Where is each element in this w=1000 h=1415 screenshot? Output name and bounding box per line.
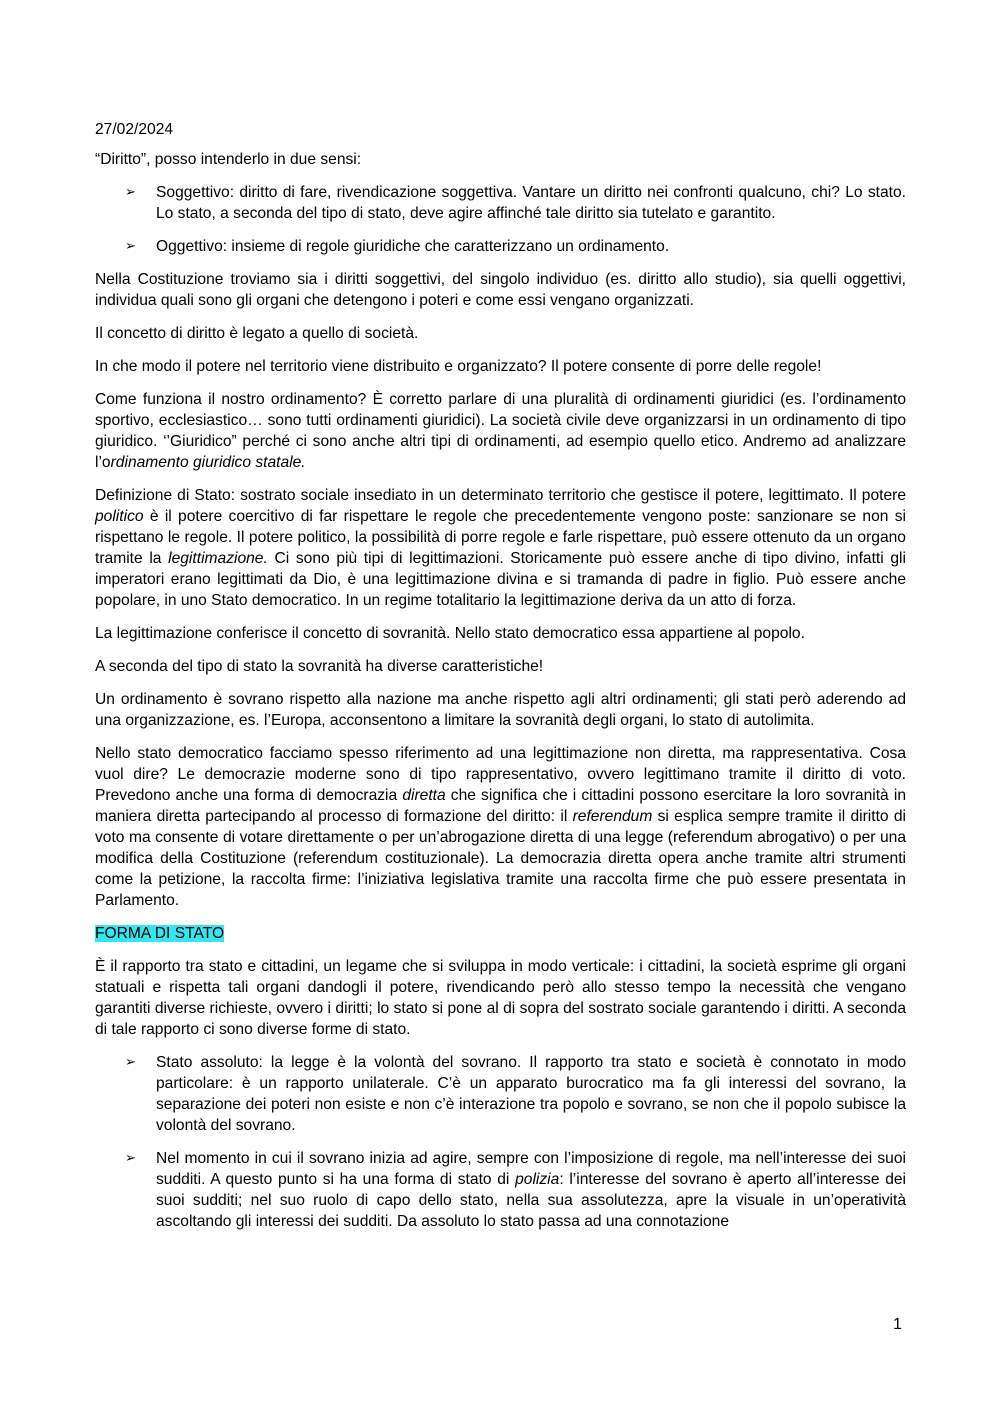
- bullet-item-oggettivo: [95, 236, 906, 257]
- text-run: Definizione di Stato: sostrato sociale insediato in un determinato territorio che gestisce il potere, legittimato. Il potere: [95, 487, 906, 504]
- paragraph-legittimazione: La legittimazione conferisce il concetto di sovranità. Nello stato democratico essa appartiene al popolo.: [95, 625, 805, 642]
- text-run: Come funziona il nostro ordinamento? È corretto parlare di una pluralità di ordinamenti giuridici (es. l’ordinamento sportivo, ecclesiastico… sono tutti ordinamenti giuridici). La società civile deve organizzarsi in un ordinamento di tipo giuridico. ‘’Giuridico” perché ci sono anche altri tipi di ordinamenti, ad esempio quello etico. Andremo ad analizzare l’o: [95, 391, 906, 471]
- text-run: si esplica sempre tramite il diritto di voto ma consente di votare direttamente o per un’abrogazione diretta di una legge (referendum abrogativo) o per una modifica della Costituzione (referendum costituzionale). La democrazia diretta opera anche tramite altri strumenti come la petizione, la raccolta firme: l’iniziativa legislativa tramite una raccolta firme che può essere presentata in Parlamento.: [95, 808, 906, 909]
- text-run: Nello stato democratico facciamo spesso riferimento ad una legittimazione non diretta, ma rappresentativa. Cosa vuol dire? Le democrazie moderne sono di tipo rappresentativo, ovvero legittimano tramite il diritto di voto. Prevedono anche una forma di democrazia: [95, 745, 906, 804]
- paragraph-democrazia: [95, 743, 906, 911]
- intro-paragraph: “Diritto”, posso intenderlo in due sensi:: [95, 151, 362, 168]
- text-run: : l’interesse del sovrano è aperto all’interesse dei suoi sudditi; nel suo ruolo di capo dello stato, nella sua assolutezza, apre la visuale in un’operatività ascoltando gli interessi dei sudditi. Da assoluto lo stato passa ad una connotazione: [156, 1171, 907, 1230]
- text-run: è il potere coercitivo di far rispettare le regole che precedentemente vengono poste: sanzionare se non si rispettano le regole. Il potere politico, la possibilità di porre regole e farle rispettare, può essere ottenuto da un organo tramite la: [95, 508, 906, 567]
- paragraph-definizione-stato: [95, 485, 906, 611]
- paragraph-costituzione: Nella Costituzione troviamo sia i diritti soggettivi, del singolo individuo (es. diritto allo studio), sia quelli oggettivi, individua quali sono gli organi che detengono i poteri e come essi vengano organizzati.: [95, 271, 906, 309]
- heading-highlight: FORMA DI STATO: [95, 925, 225, 942]
- italic-run: legittimazione.: [168, 550, 268, 567]
- date-line: 27/02/2024: [95, 121, 174, 138]
- arrow-bullet-icon: ➢: [125, 1151, 136, 1166]
- text-run: che significa che i cittadini possono esercitare la loro sovranità in maniera diretta partecipando al processo di formazione del diritto: il: [95, 787, 906, 825]
- italic-run: politico: [95, 508, 144, 525]
- paragraph-concetto: Il concetto di diritto è legato a quello di società.: [95, 325, 419, 342]
- bullet-text: Soggettivo: diritto di fare, rivendicazione soggettiva. Vantare un diritto nei confronti qualcuno, chi? Lo stato. Lo stato, a seconda del tipo di stato, deve agire affinché tale diritto sia tutelato e garantito.: [156, 184, 906, 222]
- bullet-text: Oggettivo: insieme di regole giuridiche che caratterizzano un ordinamento.: [156, 238, 670, 255]
- paragraph-potere: In che modo il potere nel territorio viene distribuito e organizzato? Il potere consente di porre delle regole!: [95, 358, 822, 375]
- italic-run: rdinamento giuridico statale.: [110, 454, 306, 471]
- italic-run: polizia: [515, 1171, 560, 1188]
- bullet-text: Stato assoluto: la legge è la volontà del sovrano. Il rapporto tra stato e società è connotato in modo particolare: è un rapporto unilaterale. C’è un apparato burocratico ma fa gli interessi del sovrano, la separazione dei poteri non esiste e non c’è interazione tra popolo e sovrano, se non che il popolo subisce la volontà del sovrano.: [156, 1054, 906, 1134]
- section-heading: [95, 923, 906, 944]
- bullet-item-stato-polizia: [95, 1148, 906, 1232]
- bullet-item-soggettivo: [95, 182, 906, 224]
- text-run: Ci sono più tipi di legittimazioni. Storicamente può essere anche di tipo divino, infatti gli imperatori erano legittimati da Dio, è una legittimazione divina e si tramanda di padre in figlio. Può essere anche popolare, in uno Stato democratico. In un regime totalitario la legittimazione deriva da un atto di forza.: [95, 550, 906, 609]
- italic-run: referendum: [572, 808, 653, 825]
- paragraph-ordinamento: [95, 389, 906, 473]
- page-number: 1: [893, 1316, 902, 1333]
- arrow-bullet-icon: ➢: [125, 239, 136, 254]
- arrow-bullet-icon: ➢: [125, 1055, 136, 1070]
- paragraph-sovranita: A seconda del tipo di stato la sovranità ha diverse caratteristiche!: [95, 658, 544, 675]
- paragraph-rapporto: È il rapporto tra stato e cittadini, un legame che si sviluppa in modo verticale: i cittadini, la società esprime gli organi statuali e rispetta tali organi dandogli il potere, rivendicando però allo stesso tempo la necessità che vengano garantiti diverse richieste, ovvero i diritti; lo stato si pone al di sopra del sostrato sociale garantendo i diritti. A seconda di tale rapporto ci sono diverse forme di stato.: [95, 958, 906, 1038]
- document-body: [95, 119, 906, 1244]
- text-run: Nel momento in cui il sovrano inizia ad agire, sempre con l’imposizione di regole, ma nell’interesse dei suoi sudditi. A questo punto si ha una forma di stato di: [156, 1150, 906, 1188]
- italic-run: diretta: [402, 787, 446, 804]
- bullet-text: [156, 1150, 906, 1230]
- bullet-item-stato-assoluto: [95, 1052, 906, 1136]
- arrow-bullet-icon: ➢: [125, 185, 136, 200]
- paragraph-ordinamento-sovrano: Un ordinamento è sovrano rispetto alla nazione ma anche rispetto agli altri ordinamenti; gli stati però aderendo ad una organizzazione, es. l’Europa, acconsentono a limitare la sovranità degli organi, lo stato di autolimita.: [95, 691, 906, 729]
